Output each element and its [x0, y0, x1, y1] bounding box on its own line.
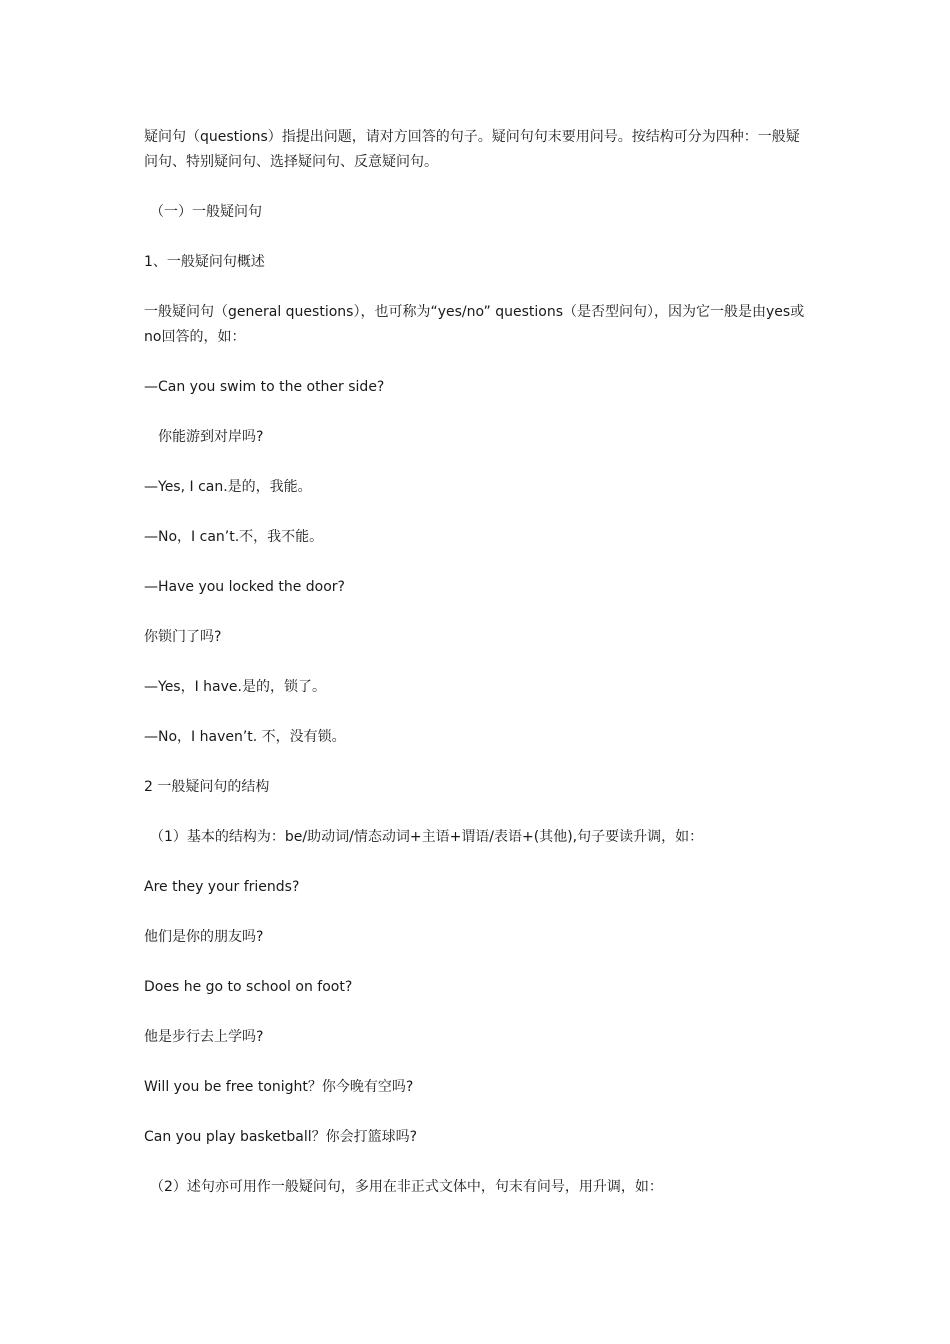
example-translation-2: 你锁门了吗?: [144, 629, 222, 645]
subsection-heading-structure: 2 一般疑问句的结构: [144, 779, 270, 795]
example-question-1: —Can you swim to the other side?: [144, 379, 385, 395]
example-answer-no-1: —No，I can’t.不，我不能。: [144, 529, 324, 545]
overview-paragraph: 一般疑问句（general questions），也可称为“yes/no” questions（是否型问句），因为它一般是由yes或no回答的，如：: [144, 304, 805, 345]
example-answer-yes-2: —Yes，I have.是的，锁了。: [144, 679, 326, 695]
example-sentence-6: Can you play basketball？你会打篮球吗?: [144, 1129, 418, 1145]
subsection-heading-overview: 1、一般疑问句概述: [144, 254, 265, 270]
structure-rule-1: （1）基本的结构为：be/助动词/情态动词+主语+谓语/表语+(其他),句子要读升调，如：: [150, 829, 704, 845]
example-translation-4: 他是步行去上学吗?: [144, 1029, 264, 1045]
example-sentence-4: Does he go to school on foot?: [144, 979, 353, 995]
example-answer-no-2: —No，I haven’t. 不，没有锁。: [144, 729, 346, 745]
intro-paragraph: 疑问句（questions）指提出问题，请对方回答的句子。疑问句句末要用问号。按结构可分为四种：一般疑问句、特别疑问句、选择疑问句、反意疑问句。: [144, 129, 800, 170]
section-heading-general-questions: （一）一般疑问句: [150, 204, 262, 220]
structure-rule-2: （2）述句亦可用作一般疑问句，多用在非正式文体中，句末有问号，用升调，如：: [150, 1179, 663, 1195]
example-translation-1: 你能游到对岸吗?: [158, 429, 264, 445]
example-sentence-3: Are they your friends?: [144, 879, 300, 895]
example-sentence-5: Will you be free tonight？你今晚有空吗?: [144, 1079, 414, 1095]
example-question-2: —Have you locked the door?: [144, 579, 345, 595]
example-translation-3: 他们是你的朋友吗?: [144, 929, 264, 945]
example-answer-yes-1: —Yes, I can.是的，我能。: [144, 479, 312, 495]
document-page: [144, 125, 810, 1225]
